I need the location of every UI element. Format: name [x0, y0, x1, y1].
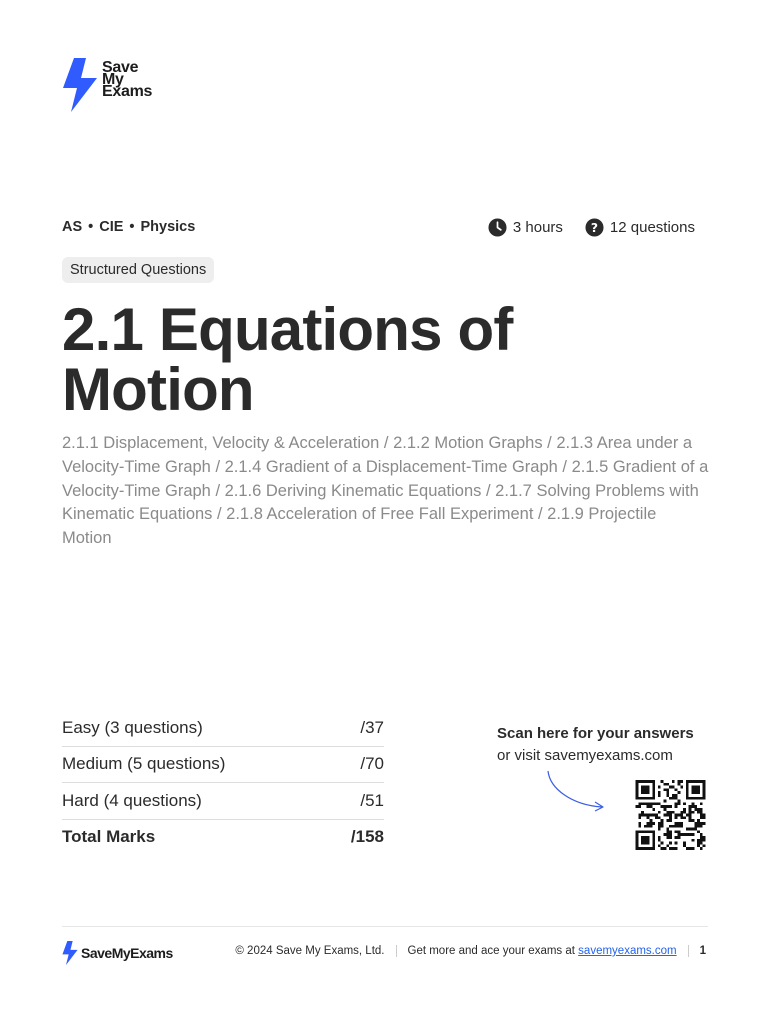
- qr-code[interactable]: [634, 780, 707, 850]
- marks-row-value: /70: [360, 754, 384, 774]
- duration-text: 3 hours: [512, 219, 563, 236]
- marks-row-label: Hard (4 questions): [62, 790, 202, 810]
- footer-separator: [396, 945, 397, 957]
- marks-row-label: Medium (5 questions): [62, 754, 226, 774]
- marks-row-easy: [62, 710, 384, 747]
- duration-stat: [488, 218, 563, 237]
- meta-separator: •: [88, 219, 94, 235]
- scan-answers-block: [497, 723, 694, 767]
- marks-row-label: Easy (3 questions): [62, 717, 203, 737]
- board-label: CIE: [99, 219, 124, 235]
- page-number: 1: [699, 945, 706, 957]
- copyright-text: © 2024 Save My Exams, Ltd.: [235, 945, 385, 957]
- page-title: 2.1 Equations of Motion: [62, 296, 513, 423]
- clock-icon: [488, 218, 507, 237]
- brand-logo: [62, 58, 152, 112]
- marks-row-total: [62, 820, 384, 856]
- footer-logo: [62, 941, 173, 965]
- svg-text:?: ?: [590, 220, 599, 235]
- total-marks-label: Total Marks: [62, 827, 156, 847]
- footer-logo-text: SaveMyExams: [81, 945, 173, 961]
- marks-table: [62, 710, 384, 855]
- logo-wordmark: Save My Exams: [102, 59, 153, 100]
- marks-row-value: /37: [360, 717, 384, 737]
- scan-subtext: or visit savemyexams.com: [497, 747, 673, 764]
- marks-row-medium: [62, 747, 384, 784]
- question-circle-icon: [585, 218, 604, 237]
- questions-stat: [585, 218, 695, 237]
- exam-stats: [488, 218, 695, 237]
- footer-info: [235, 945, 706, 957]
- level-label: AS: [62, 219, 83, 235]
- footer-separator: [688, 945, 689, 957]
- subject-label: Physics: [140, 219, 196, 235]
- lightning-bolt-icon: [62, 941, 78, 965]
- lightning-bolt-icon: [62, 58, 98, 112]
- marks-row-hard: [62, 783, 384, 820]
- meta-separator: •: [129, 219, 135, 235]
- curved-arrow-icon: [542, 767, 612, 817]
- total-marks-value: /158: [350, 827, 384, 847]
- marks-row-value: /51: [360, 790, 384, 810]
- questions-text: 12 questions: [609, 219, 695, 236]
- course-meta: [62, 219, 195, 235]
- footer-cta: Get more and ace your exams at savemyexams.com: [407, 945, 677, 957]
- scan-heading: Scan here for your answers: [497, 725, 694, 742]
- footer-divider: [62, 926, 708, 927]
- subtopics-list: 2.1.1 Displacement, Velocity & Acceleration / 2.1.2 Motion Graphs / 2.1.3 Area under a Velocity-Time Graph / 2.1.4 Gradient of a Displacement-Time Graph / 2.1.5 Gradient of a Velocity-Time Graph / 2.1.6 Deriving Kinematic Equations / 2.1.7 Solving Problems with Kinematic Equations / 2.1.8 Acceleration of Free Fall Experiment / 2.1.9 Projectile Motion: [62, 434, 709, 548]
- savemyexams-link[interactable]: savemyexams.com: [578, 945, 677, 957]
- question-type-tag: Structured Questions: [62, 257, 214, 283]
